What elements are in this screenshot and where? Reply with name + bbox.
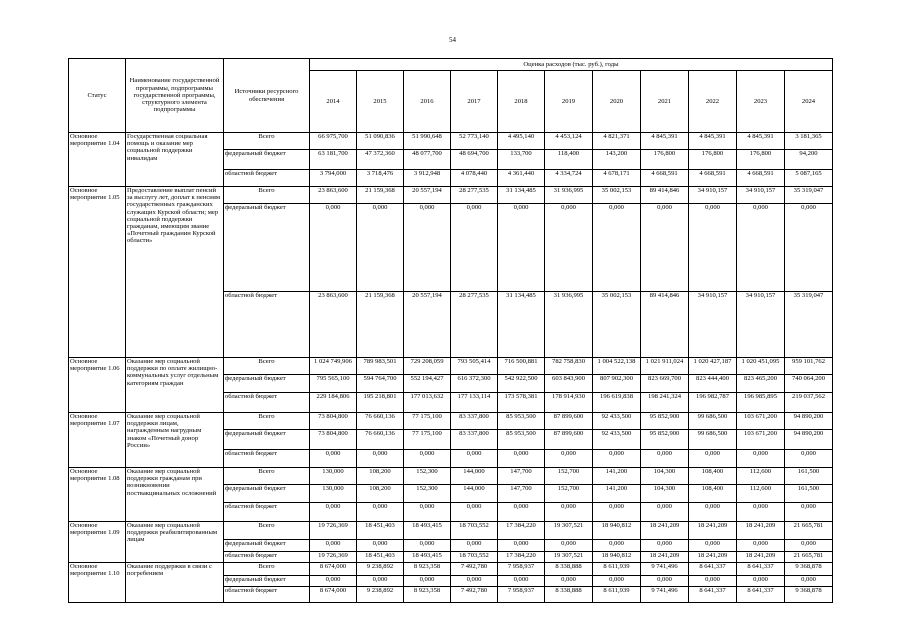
value-cell: 0,000 [451,503,498,522]
value-cell: 18 493,415 [404,522,451,540]
value-cell: 198 241,324 [641,393,689,413]
source-cell: федеральный бюджет [224,150,310,170]
value-cell: 4 668,591 [641,170,689,187]
value-cell: 0,000 [545,540,593,552]
value-cell: 85 953,500 [498,413,545,430]
value-cell: 89 414,846 [641,292,689,358]
value-cell: 176,800 [641,150,689,170]
value-cell: 1 020 427,187 [689,358,737,375]
measure-name-cell: Предоставление выплат пенсий за выслугу лет, доплат к пенсиям государственных гражданских служащих Курской области; мер социальной поддержки гражданам, имеющим звание «Почетный гражданин Курской области» [126,187,224,358]
value-cell: 0,000 [498,450,545,468]
source-cell: федеральный бюджет [224,375,310,393]
value-cell: 9 238,892 [357,563,404,576]
value-cell: 23 863,600 [310,187,357,204]
value-cell: 4 334,724 [545,170,593,187]
value-cell: 0,000 [357,450,404,468]
value-cell: 196 619,838 [593,393,641,413]
value-cell: 20 557,194 [404,292,451,358]
source-cell: областной бюджет [224,552,310,563]
value-cell: 19 307,521 [545,552,593,563]
value-cell: 0,000 [451,540,498,552]
table-row [69,468,833,485]
measure-name-cell: Оказание мер социальной поддержки реабилитированным лицам [126,522,224,563]
value-cell: 9 368,878 [785,587,833,603]
value-cell: 0,000 [689,576,737,587]
value-cell: 0,000 [545,576,593,587]
value-cell: 4 495,140 [498,133,545,150]
value-cell: 8 611,939 [593,587,641,603]
value-cell: 0,000 [498,204,545,292]
value-cell: 8 641,337 [689,563,737,576]
value-cell: 0,000 [737,540,785,552]
value-cell: 141,200 [593,485,641,503]
value-cell: 7 958,937 [498,563,545,576]
value-cell: 89 414,846 [641,187,689,204]
value-cell: 823 465,200 [737,375,785,393]
value-cell: 823 444,400 [689,375,737,393]
source-cell: областной бюджет [224,587,310,603]
value-cell: 17 384,220 [498,552,545,563]
value-cell: 161,500 [785,468,833,485]
value-cell: 0,000 [451,576,498,587]
value-cell: 177 133,114 [451,393,498,413]
value-cell: 95 852,900 [641,430,689,450]
year-header: 2020 [593,71,641,133]
value-cell: 23 863,600 [310,292,357,358]
value-cell: 0,000 [498,576,545,587]
value-cell: 1 021 911,024 [641,358,689,375]
status-cell: Основное мероприятие 1.08 [69,468,126,522]
value-cell: 112,600 [737,468,785,485]
value-cell: 76 660,136 [357,430,404,450]
source-cell: Всего [224,413,310,430]
source-cell: федеральный бюджет [224,485,310,503]
value-cell: 0,000 [498,540,545,552]
value-cell: 0,000 [451,204,498,292]
value-cell: 178 914,930 [545,393,593,413]
value-cell: 152,700 [545,468,593,485]
value-cell: 0,000 [498,503,545,522]
value-cell: 141,200 [593,468,641,485]
value-cell: 94 890,200 [785,430,833,450]
value-cell: 0,000 [404,503,451,522]
year-header: 2021 [641,71,689,133]
value-cell: 1 020 451,095 [737,358,785,375]
value-cell: 51 090,836 [357,133,404,150]
table-row [69,358,833,375]
value-cell: 108,200 [357,485,404,503]
value-cell: 130,000 [310,468,357,485]
value-cell: 729 208,059 [404,358,451,375]
value-cell: 7 958,937 [498,587,545,603]
value-cell: 18 241,209 [689,522,737,540]
value-cell: 0,000 [737,204,785,292]
value-cell: 173 578,381 [498,393,545,413]
value-cell: 795 565,100 [310,375,357,393]
table-row [69,133,833,150]
value-cell: 21 665,781 [785,522,833,540]
value-cell: 1 024 749,906 [310,358,357,375]
value-cell: 18 241,209 [641,522,689,540]
value-cell: 4 668,591 [689,170,737,187]
value-cell: 0,000 [593,204,641,292]
source-cell: областной бюджет [224,170,310,187]
header-name: Наименование государственной программы, подпрограммы государственной программы, структурного элемента подпрограммы [126,59,224,133]
value-cell: 603 843,900 [545,375,593,393]
value-cell: 4 845,391 [641,133,689,150]
value-cell: 112,600 [737,485,785,503]
value-cell: 0,000 [689,450,737,468]
value-cell: 4 845,391 [689,133,737,150]
value-cell: 0,000 [404,450,451,468]
value-cell: 176,800 [737,150,785,170]
value-cell: 0,000 [404,540,451,552]
value-cell: 103 671,200 [737,430,785,450]
measure-name-cell: Государственная социальная помощь и оказание мер социальной поддержки инвалидам [126,133,224,187]
value-cell: 0,000 [357,204,404,292]
value-cell: 31 134,485 [498,292,545,358]
status-cell: Основное мероприятие 1.05 [69,187,126,358]
value-cell: 0,000 [737,503,785,522]
value-cell: 7 492,780 [451,563,498,576]
value-cell: 0,000 [785,503,833,522]
value-cell: 0,000 [545,450,593,468]
value-cell: 616 372,300 [451,375,498,393]
value-cell: 0,000 [310,204,357,292]
value-cell: 0,000 [451,450,498,468]
value-cell: 0,000 [737,450,785,468]
value-cell: 35 002,153 [593,292,641,358]
source-cell: федеральный бюджет [224,204,310,292]
value-cell: 8 611,939 [593,563,641,576]
value-cell: 143,200 [593,150,641,170]
value-cell: 0,000 [689,540,737,552]
value-cell: 18 940,812 [593,522,641,540]
year-header: 2022 [689,71,737,133]
value-cell: 8 641,337 [737,587,785,603]
value-cell: 104,300 [641,485,689,503]
value-cell: 108,400 [689,485,737,503]
value-cell: 104,300 [641,468,689,485]
value-cell: 176,800 [689,150,737,170]
value-cell: 31 936,995 [545,292,593,358]
status-cell: Основное мероприятие 1.06 [69,358,126,413]
value-cell: 34 910,157 [737,187,785,204]
measure-name-cell: Оказание мер социальной поддержки гражданам при возникновении поствакцинальных осложнений [126,468,224,522]
value-cell: 959 101,762 [785,358,833,375]
value-cell: 0,000 [641,450,689,468]
year-header: 2015 [357,71,404,133]
value-cell: 782 758,830 [545,358,593,375]
value-cell: 4 078,440 [451,170,498,187]
value-cell: 92 433,500 [593,430,641,450]
value-cell: 19 307,521 [545,522,593,540]
value-cell: 83 337,800 [451,413,498,430]
source-cell: Всего [224,468,310,485]
source-cell: федеральный бюджет [224,576,310,587]
value-cell: 8 338,888 [545,587,593,603]
value-cell: 83 337,800 [451,430,498,450]
table-row [69,563,833,576]
value-cell: 4 821,371 [593,133,641,150]
year-header: 2019 [545,71,593,133]
value-cell: 103 671,200 [737,413,785,430]
value-cell: 0,000 [310,540,357,552]
source-cell: Всего [224,187,310,204]
value-cell: 17 384,220 [498,522,545,540]
value-cell: 4 361,440 [498,170,545,187]
source-cell: Всего [224,522,310,540]
value-cell: 793 505,414 [451,358,498,375]
value-cell: 35 319,047 [785,187,833,204]
value-cell: 0,000 [641,503,689,522]
source-cell: федеральный бюджет [224,540,310,552]
value-cell: 77 175,100 [404,430,451,450]
value-cell: 152,300 [404,485,451,503]
value-cell: 118,400 [545,150,593,170]
measure-name-cell: Оказание поддержки в связи с погребением [126,563,224,603]
value-cell: 0,000 [310,503,357,522]
value-cell: 8 923,358 [404,563,451,576]
value-cell: 108,200 [357,468,404,485]
source-cell: Всего [224,133,310,150]
value-cell: 77 175,100 [404,413,451,430]
value-cell: 63 181,700 [310,150,357,170]
value-cell: 4 678,171 [593,170,641,187]
value-cell: 47 372,360 [357,150,404,170]
source-cell: областной бюджет [224,450,310,468]
value-cell: 196 985,895 [737,393,785,413]
year-header: 2023 [737,71,785,133]
value-cell: 552 194,427 [404,375,451,393]
value-cell: 21 159,368 [357,187,404,204]
value-cell: 0,000 [785,540,833,552]
value-cell: 18 451,403 [357,522,404,540]
value-cell: 130,000 [310,485,357,503]
status-cell: Основное мероприятие 1.10 [69,563,126,603]
value-cell: 73 804,800 [310,430,357,450]
value-cell: 48 077,700 [404,150,451,170]
value-cell: 3 181,365 [785,133,833,150]
year-header: 2016 [404,71,451,133]
value-cell: 0,000 [545,503,593,522]
value-cell: 152,300 [404,468,451,485]
value-cell: 0,000 [593,576,641,587]
value-cell: 73 804,800 [310,413,357,430]
value-cell: 0,000 [357,503,404,522]
value-cell: 34 910,157 [737,292,785,358]
value-cell: 18 241,209 [737,522,785,540]
value-cell: 8 674,000 [310,563,357,576]
value-cell: 34 910,157 [689,187,737,204]
value-cell: 0,000 [785,450,833,468]
value-cell: 52 773,140 [451,133,498,150]
value-cell: 18 241,209 [737,552,785,563]
value-cell: 8 641,337 [737,563,785,576]
value-cell: 0,000 [404,204,451,292]
value-cell: 0,000 [641,204,689,292]
value-cell: 0,000 [310,450,357,468]
value-cell: 144,000 [451,485,498,503]
value-cell: 18 493,415 [404,552,451,563]
year-header: 2014 [310,71,357,133]
value-cell: 0,000 [641,540,689,552]
header-status: Статус [69,59,126,133]
value-cell: 9 368,878 [785,563,833,576]
source-cell: Всего [224,358,310,375]
value-cell: 789 983,501 [357,358,404,375]
value-cell: 28 277,535 [451,187,498,204]
value-cell: 0,000 [357,576,404,587]
source-cell: областной бюджет [224,503,310,522]
value-cell: 35 002,153 [593,187,641,204]
measure-name-cell: Оказание мер социальной поддержки по оплате жилищно-коммунальных услуг отдельным категориям граждан [126,358,224,413]
measure-name-cell: Оказание мер социальной поддержки лицам, награжденным нагрудным знаком «Почетный донор России» [126,413,224,468]
value-cell: 0,000 [785,204,833,292]
value-cell: 716 500,881 [498,358,545,375]
value-cell: 95 852,900 [641,413,689,430]
value-cell: 87 899,600 [545,413,593,430]
value-cell: 3 912,948 [404,170,451,187]
value-cell: 0,000 [737,576,785,587]
value-cell: 94,200 [785,150,833,170]
value-cell: 21 665,781 [785,552,833,563]
source-cell: областной бюджет [224,292,310,358]
value-cell: 66 975,700 [310,133,357,150]
year-header: 2018 [498,71,545,133]
value-cell: 740 064,200 [785,375,833,393]
value-cell: 196 982,787 [689,393,737,413]
value-cell: 4 668,591 [737,170,785,187]
value-cell: 18 451,403 [357,552,404,563]
value-cell: 0,000 [689,503,737,522]
value-cell: 21 159,368 [357,292,404,358]
value-cell: 147,700 [498,485,545,503]
header-estimate: Оценка расходов (тыс. руб.), годы [310,59,833,71]
value-cell: 92 433,500 [593,413,641,430]
value-cell: 19 726,369 [310,552,357,563]
value-cell: 0,000 [310,576,357,587]
value-cell: 195 218,801 [357,393,404,413]
table-row [69,522,833,540]
value-cell: 18 241,209 [689,552,737,563]
value-cell: 152,700 [545,485,593,503]
page-number: 54 [449,36,456,44]
status-cell: Основное мероприятие 1.09 [69,522,126,563]
value-cell: 0,000 [545,204,593,292]
value-cell: 823 669,700 [641,375,689,393]
value-cell: 1 004 522,138 [593,358,641,375]
value-cell: 3 794,000 [310,170,357,187]
source-cell: Всего [224,563,310,576]
value-cell: 0,000 [689,204,737,292]
value-cell: 9 741,496 [641,563,689,576]
value-cell: 0,000 [404,576,451,587]
value-cell: 51 990,648 [404,133,451,150]
value-cell: 594 764,700 [357,375,404,393]
table-row [69,413,833,430]
value-cell: 147,700 [498,468,545,485]
status-cell: Основное мероприятие 1.07 [69,413,126,468]
year-header: 2024 [785,71,833,133]
value-cell: 4 845,391 [737,133,785,150]
value-cell: 8 641,337 [689,587,737,603]
value-cell: 4 453,124 [545,133,593,150]
value-cell: 31 936,995 [545,187,593,204]
value-cell: 9 238,892 [357,587,404,603]
value-cell: 0,000 [593,450,641,468]
value-cell: 5 087,165 [785,170,833,187]
value-cell: 8 923,358 [404,587,451,603]
value-cell: 99 686,500 [689,413,737,430]
value-cell: 0,000 [357,540,404,552]
value-cell: 20 557,194 [404,187,451,204]
value-cell: 18 241,209 [641,552,689,563]
value-cell: 18 703,552 [451,522,498,540]
table-row [69,187,833,204]
source-cell: федеральный бюджет [224,430,310,450]
value-cell: 0,000 [785,576,833,587]
value-cell: 8 338,888 [545,563,593,576]
value-cell: 28 277,535 [451,292,498,358]
value-cell: 31 134,485 [498,187,545,204]
value-cell: 219 037,562 [785,393,833,413]
header-source: Источники ресурсного обеспечения [224,59,310,133]
value-cell: 34 910,157 [689,292,737,358]
value-cell: 807 902,300 [593,375,641,393]
value-cell: 0,000 [593,503,641,522]
value-cell: 133,700 [498,150,545,170]
value-cell: 94 890,200 [785,413,833,430]
value-cell: 229 184,806 [310,393,357,413]
value-cell: 9 741,496 [641,587,689,603]
value-cell: 542 922,500 [498,375,545,393]
value-cell: 87 899,600 [545,430,593,450]
value-cell: 0,000 [641,576,689,587]
value-cell: 19 726,369 [310,522,357,540]
value-cell: 76 660,136 [357,413,404,430]
value-cell: 0,000 [593,540,641,552]
status-cell: Основное мероприятие 1.04 [69,133,126,187]
year-header: 2017 [451,71,498,133]
value-cell: 3 718,476 [357,170,404,187]
source-cell: областной бюджет [224,393,310,413]
value-cell: 108,400 [689,468,737,485]
value-cell: 18 703,552 [451,552,498,563]
value-cell: 85 953,500 [498,430,545,450]
value-cell: 48 694,700 [451,150,498,170]
value-cell: 177 013,632 [404,393,451,413]
value-cell: 144,000 [451,468,498,485]
value-cell: 35 319,047 [785,292,833,358]
value-cell: 7 492,780 [451,587,498,603]
expenditure-table [68,58,833,603]
value-cell: 161,500 [785,485,833,503]
value-cell: 18 940,812 [593,552,641,563]
value-cell: 99 686,500 [689,430,737,450]
value-cell: 8 674,000 [310,587,357,603]
